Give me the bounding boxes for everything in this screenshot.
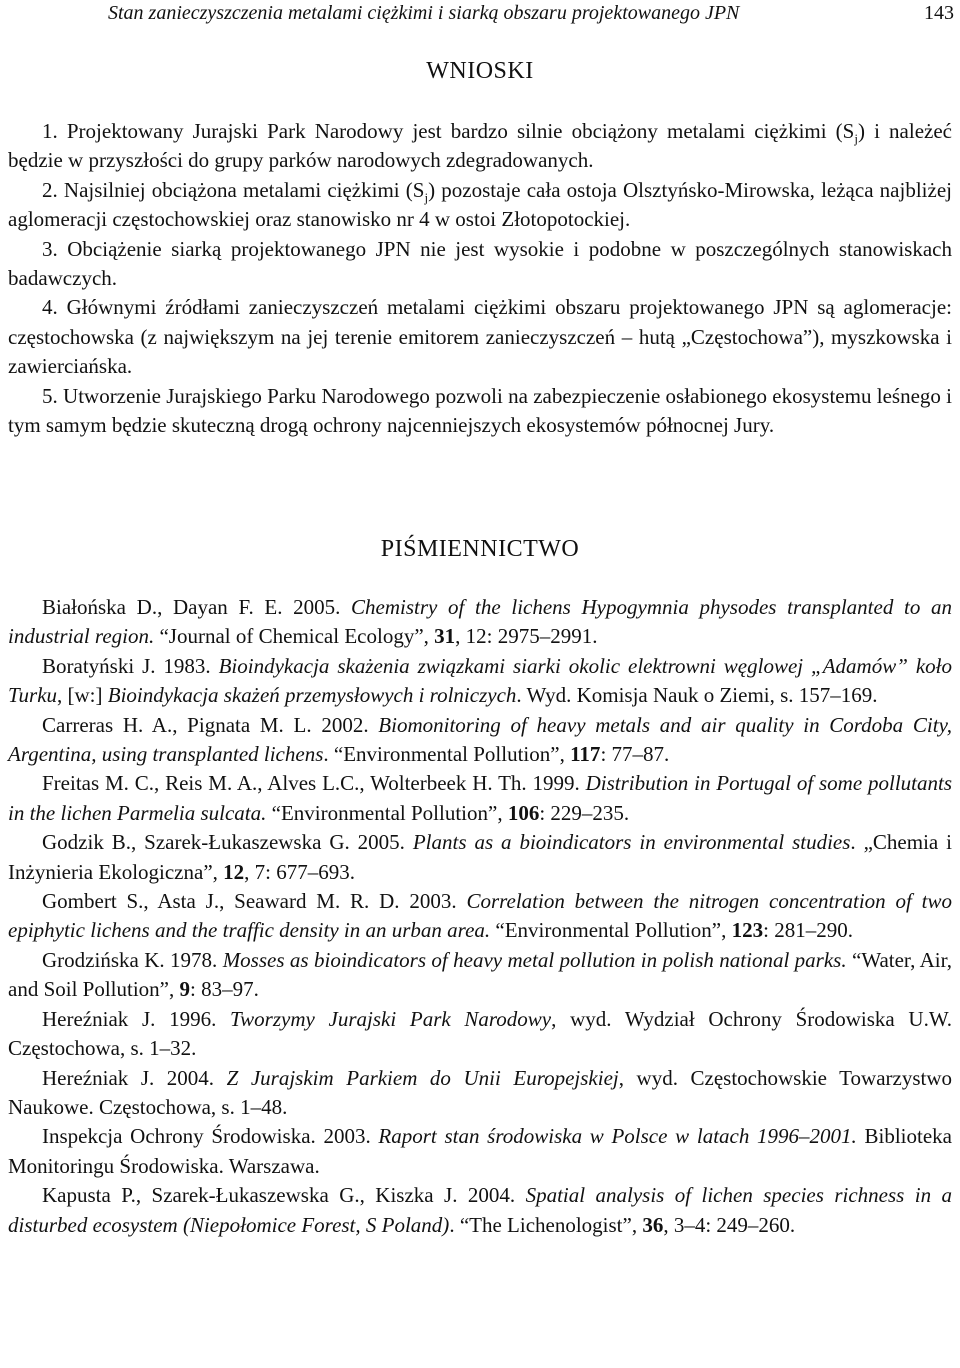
reference-item: Hereźniak J. 1996. Tworzymy Jurajski Park Narodowy, wyd. Wydział Ochrony Środowiska U.W. Częstochowa, s. 1–32. <box>8 1006 952 1061</box>
conclusion-item: 4. Głównymi źródłami zanieczyszczeń metalami ciężkimi obszaru projektowanego JPN są aglomeracje: częstochowska (z największym na jej terenie emitorem zanieczyszczeń – hutą „Częstochowa”), myszkowska i zawierciańska. <box>8 295 952 379</box>
running-title: Stan zanieczyszczenia metalami ciężkimi i siarką obszaru projektowanego JPN <box>108 2 740 24</box>
reference-item: Kapusta P., Szarek-Łukaszewska G., Kiszka J. 2004. Spatial analysis of lichen species richness in a disturbed ecosystem (Niepołomice Forest, S Poland). “The Lichenologist”, 36, 3–4: 249–260. <box>8 1183 952 1237</box>
reference-item: Gombert S., Asta J., Seaward M. R. D. 2003. Correlation between the nitrogen concentration of two epiphytic lichens and the traffic density in an urban area. “Environmental Pollution”, 123: 281–290. <box>8 889 952 943</box>
reference-item: Boratyński J. 1983. Bioindykacja skażenia związkami siarki okolic elektrowni węglowej „Adamów” koło Turku, [w:] Bioindykacja skażeń przemysłowych i rolniczych. Wyd. Komisja Nauk o Ziemi, s. 157–169. <box>8 653 952 708</box>
reference-item: Carreras H. A., Pignata M. L. 2002. Biomonitoring of heavy metals and air quality in Cordoba City, Argentina, using transplanted lichens. “Environmental Pollution”, 117: 77–87. <box>8 712 952 767</box>
reference-item: Inspekcja Ochrony Środowiska. 2003. Raport stan środowiska w Polsce w latach 1996–2001. Biblioteka Monitoringu Środowiska. Warszawa. <box>8 1124 952 1178</box>
conclusion-item: 3. Obciążenie siarką projektowanego JPN nie jest wysokie i podobne w poszczególnych stanowiskach badawczych. <box>8 236 952 291</box>
reference-item: Godzik B., Szarek-Łukaszewska G. 2005. Plants as a bioindicators in environmental studies. „Chemia i Inżynieria Ekologiczna”, 12, 7: 677–693. <box>8 830 952 884</box>
conclusion-item: 5. Utworzenie Jurajskiego Parku Narodowego pozwoli na zabezpieczenie osłabionego ekosystemu leśnego i tym samym będzie skuteczną drogą ochrony najcenniejszych ekosystemów północnej Jury. <box>8 383 952 438</box>
reference-item: Grodzińska K. 1978. Mosses as bioindicators of heavy metal pollution in polish national parks. “Water, Air, and Soil Pollution”, 9: 83–97. <box>8 947 952 1002</box>
references-list <box>8 593 952 1240</box>
reference-item: Freitas M. C., Reis M. A., Alves L.C., Wolterbeek H. Th. 1999. Distribution in Portugal of some pollutants in the lichen Parmelia sulcata. “Environmental Pollution”, 106: 229–235. <box>8 771 952 825</box>
running-header <box>0 2 960 32</box>
conclusions-list <box>8 117 952 440</box>
section-heading-conclusions: WNIOSKI <box>426 58 534 84</box>
section-heading-references: PIŚMIENNICTWO <box>380 536 580 562</box>
reference-item: Białońska D., Dayan F. E. 2005. Chemistry of the lichens Hypogymnia physodes transplanted to an industrial region. “Journal of Chemical Ecology”, 31, 12: 2975–2991. <box>8 595 952 649</box>
conclusion-item: 1. Projektowany Jurajski Park Narodowy jest bardzo silnie obciążony metalami ciężkimi $(S_j)$ i należeć będzie w przyszłości do grupy parków narodowych zdegradowanych. <box>8 119 952 173</box>
conclusion-item: 2. Najsilniej obciążona metalami ciężkimi $(S_j)$ pozostaje cała ostoja Olsztyńsko-Mirowska, leżąca najbliżej aglomeracji częstochowskiej oraz stanowisko nr 4 w ostoi Złotopotockiej. <box>8 177 952 232</box>
page-number: 143 <box>924 2 954 24</box>
reference-item: Hereźniak J. 2004. Z Jurajskim Parkiem do Unii Europejskiej, wyd. Częstochowskie Towarzystwo Naukowe. Częstochowa, s. 1–48. <box>8 1065 953 1119</box>
